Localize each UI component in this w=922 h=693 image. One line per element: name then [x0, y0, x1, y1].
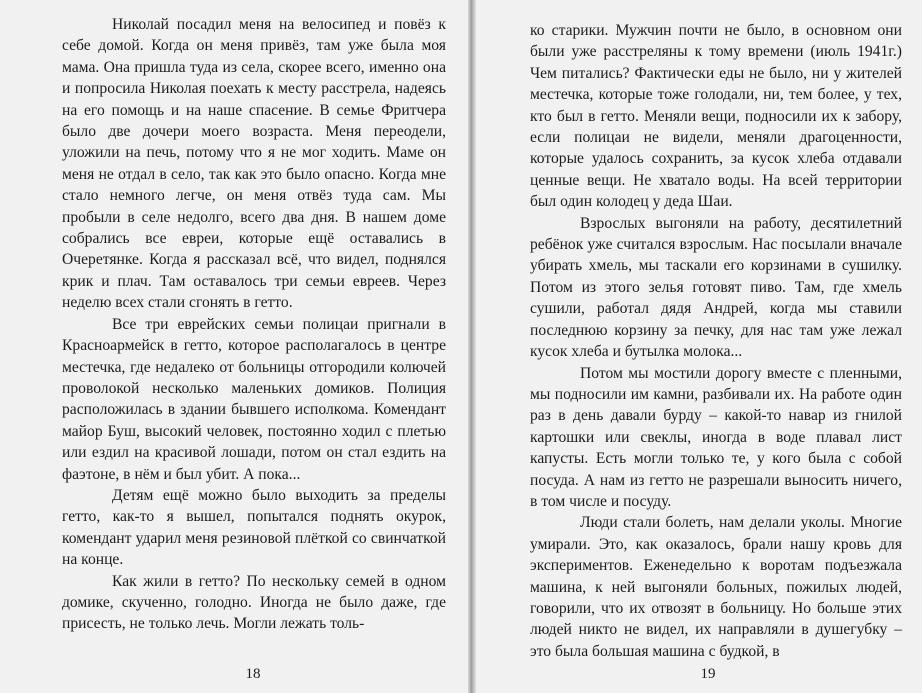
paragraph: Люди стали болеть, нам делали уколы. Многие умирали. Это, как оказалось, брали нашу кровь для экспериментов. Еженедельно к воротам подъезжала машина, к ней выгоняли больных, пожилых людей, говорили, что их отвозят в больницу. Но больше этих людей никто не видел, их направляли в душегубку – это была большая машина с будкой, в: [530, 514, 902, 660]
right-page: [476, 0, 922, 693]
page-number: 18: [245, 666, 261, 682]
right-page-text: [530, 20, 902, 662]
paragraph: Потом мы мостили дорогу вместе с пленными, мы подносили им камни, разбивали их. На работе один раз в день давали бурду – какой-то навар из гнилой картошки или свеклы, иногда в воде плавал лист капусты. Есть могли только те, у кого была с собой посуда. А нам из гетто не разрешали выносить ничего, в том числе и посуду.: [530, 364, 902, 510]
book-gutter: [468, 0, 476, 693]
paragraph: Как жили в гетто? По нескольку семей в одном домике, скученно, голодно. Иногда не было даже, где присесть, не только лечь. Могли лежать толь-: [62, 572, 446, 633]
left-page-text: [62, 14, 446, 635]
paragraph: Детям ещё можно было выходить за пределы гетто, как-то я вышел, попытался поднять окурок, комендант ударил меня резиновой плёткой со свинчаткой на конце.: [62, 486, 446, 569]
page-number: 19: [700, 666, 716, 682]
paragraph: Взрослых выгоняли на работу, десятилетний ребёнок уже считался взрослым. Нас посылали вначале убирать хмель, мы таскали его корзинами в сушилку. Потом из этого зелья готовят пиво. Там, где хмель сушили, работал дядя Андрей, когда мы ставили последнюю корзину за печку, для нас там уже лежал кусок хлеба и бутылка молока...: [530, 214, 902, 361]
paragraph: Николай посадил меня на велосипед и повёз к себе домой. Когда он меня привёз, там уже была моя мама. Она пришла туда из села, скорее всего, именно она и попросила Николая поехать к месту расстрела, надеясь на его помощь и на наше спасение. В семье Фритчера было две дочери моего возраста. Меня переодели, уложили на печь, потому что я не мог ходить. Маме он меня не отдал в село, так как это было опасно. Когда мне стало немного легче, он меня отвёз туда сам. Мы пробыли в селе недолго, всего два дня. В нашем доме собрались все евреи, которые ещё оставались в Очеретянке. Когда я рассказал всё, что видел, поднялся крик и плач. Там оставалось три семьи евреев. Через неделю всех стали сгонять в гетто.: [62, 16, 446, 312]
paragraph: ко старики. Мужчин почти не было, в основном они были уже расстреляны к тому времени (июль 1941г.) Чем питались? Фактически еды не было, ни у жителей местечка, которые тоже голодали, ни, тем более, у тех, кто был в гетто. Меняли вещи, подносили их к забору, если полицаи не видели, меняли драгоценности, которые удалось сохранить, за кусок хлеба отдавали ценные вещи. Не хватало воды. На всей территории был один колодец у деда Шаи.: [530, 22, 902, 211]
paragraph: Все три еврейских семьи полицаи пригнали в Красноармейск в гетто, которое располагалось в центре местечка, где недалеко от больницы отгородили колючей проволокой несколько маленьких домиков. Полиция расположилась в здании бывшего исполкома. Комендант майор Буш, высокий человек, постоянно ходил с плетью или ездил на красивой лошади, потом он стал ездить на фаэтоне, в нём и был убит. А пока...: [62, 315, 446, 483]
